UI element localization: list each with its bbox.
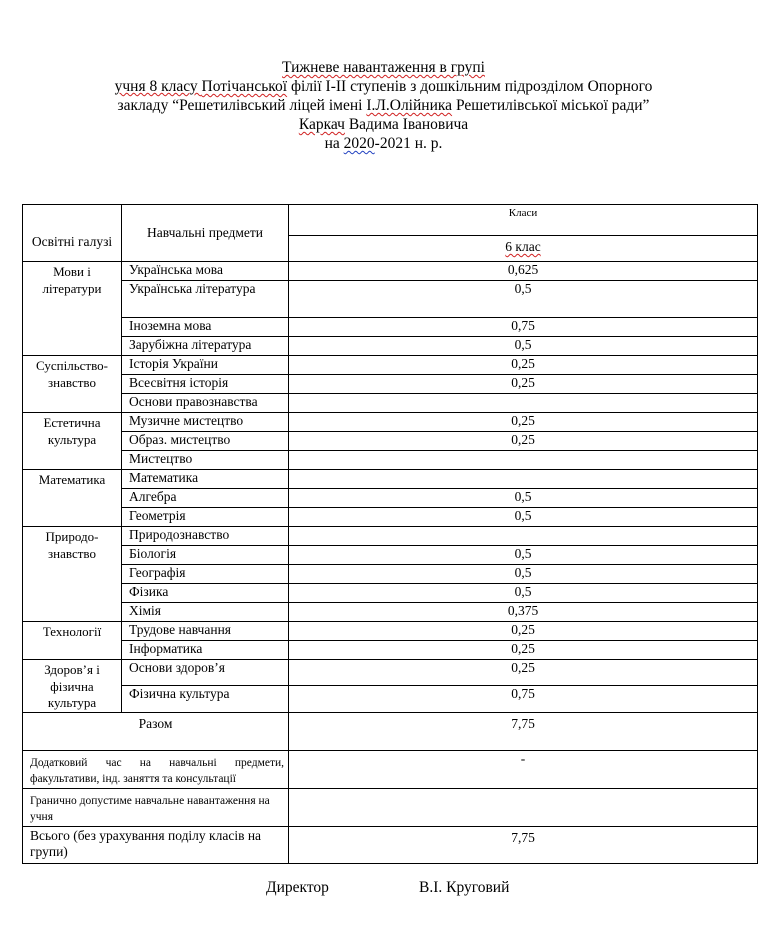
header-grade: 6 клас (289, 236, 758, 262)
title-line-2: учня 8 класу Потічанської філії І-ІІ ступенів з дошкільним підрозділом Опорного (114, 78, 653, 95)
total-row (23, 826, 758, 863)
total-value: 7,75 (289, 826, 758, 863)
subject-name: Трудове навчання (122, 622, 289, 641)
table-row (23, 660, 758, 686)
table-row (23, 281, 758, 318)
title-line-1: Тижневе навантаження в групі (282, 59, 485, 76)
area-name: Суспільство-знавство (23, 356, 122, 413)
limit-value (289, 788, 758, 826)
subject-name: Математика (122, 470, 289, 489)
workload-table (22, 204, 758, 864)
table-row (23, 508, 758, 527)
signature-name: В.І. Круговий (419, 879, 510, 896)
extra-value: - (289, 750, 758, 788)
subject-name: Музичне мистецтво (122, 413, 289, 432)
limit-label: Гранично допустиме навчальне навантаження на учня (23, 788, 289, 826)
subject-hours: 0,5 (289, 337, 758, 356)
subject-name: Образ. мистецтво (122, 432, 289, 451)
subject-hours: 0,25 (289, 356, 758, 375)
subject-hours: 0,5 (289, 565, 758, 584)
signature-role: Директор (266, 879, 329, 896)
subject-hours (289, 527, 758, 546)
area-name: Здоров’я і фізична культура (23, 660, 122, 713)
subject-hours: 0,25 (289, 622, 758, 641)
total-label: Всього (без урахування поділу класів на групи) (23, 826, 289, 863)
area-name: Математика (23, 470, 122, 527)
header-subjects: Навчальні предмети (122, 205, 289, 262)
subject-hours (289, 470, 758, 489)
table-row (23, 337, 758, 356)
subject-hours (289, 394, 758, 413)
header-row (23, 205, 758, 236)
subject-name: Мистецтво (122, 451, 289, 470)
subject-hours: 0,25 (289, 641, 758, 660)
area-name: Мови і літератури (23, 262, 122, 356)
table-row (23, 262, 758, 281)
subject-hours: 0,5 (289, 584, 758, 603)
subject-hours: 0,5 (289, 281, 758, 318)
subject-hours: 0,25 (289, 375, 758, 394)
subject-name: Історія України (122, 356, 289, 375)
area-name: Естетична культура (23, 413, 122, 470)
table-row (23, 622, 758, 641)
table-row (23, 413, 758, 432)
table-row (23, 641, 758, 660)
subject-name: Хімія (122, 603, 289, 622)
table-row (23, 470, 758, 489)
table-row (23, 546, 758, 565)
sum-label: Разом (23, 712, 289, 750)
subject-name: Основи здоров’я (122, 660, 289, 686)
table-row (23, 527, 758, 546)
title-line-5: на 2020-2021 н. р. (324, 135, 443, 152)
document-title (0, 58, 767, 153)
subject-hours: 0,75 (289, 318, 758, 337)
sum-value: 7,75 (289, 712, 758, 750)
table-row (23, 394, 758, 413)
subject-hours: 0,25 (289, 432, 758, 451)
subject-hours: 0,625 (289, 262, 758, 281)
subject-name: Природознавство (122, 527, 289, 546)
area-name: Технології (23, 622, 122, 660)
title-line-3: закладу “Решетилівський ліцей імені І.Л.Олійника Решетилівської міської ради” (117, 97, 650, 114)
subject-name: Алгебра (122, 489, 289, 508)
table-row (23, 451, 758, 470)
subject-name: Фізична культура (122, 686, 289, 712)
subject-hours: 0,5 (289, 489, 758, 508)
subject-hours: 0,25 (289, 413, 758, 432)
table-row (23, 356, 758, 375)
extra-label: Додатковий час на навчальні предмети, факультативи, інд. заняття та консультації (23, 750, 289, 788)
table-row (23, 686, 758, 712)
subject-hours: 0,5 (289, 546, 758, 565)
subject-hours (289, 451, 758, 470)
table-row (23, 584, 758, 603)
subject-hours: 0,75 (289, 686, 758, 712)
subject-name: Українська мова (122, 262, 289, 281)
extra-row (23, 750, 758, 788)
header-areas: Освітні галузі (23, 205, 122, 262)
subject-name: Фізика (122, 584, 289, 603)
sum-row (23, 712, 758, 750)
subject-name: Основи правознавства (122, 394, 289, 413)
subject-name: Українська література (122, 281, 289, 318)
table-row (23, 603, 758, 622)
limit-row (23, 788, 758, 826)
area-name: Природо-знавство (23, 527, 122, 622)
subject-hours: 0,375 (289, 603, 758, 622)
title-line-4: Каркач Вадима Івановича (298, 116, 469, 133)
subject-name: Біологія (122, 546, 289, 565)
subject-hours: 0,5 (289, 508, 758, 527)
header-classes: Класи (289, 205, 758, 236)
subject-name: Інформатика (122, 641, 289, 660)
table-row (23, 565, 758, 584)
subject-hours: 0,25 (289, 660, 758, 686)
table-row (23, 432, 758, 451)
table-row (23, 375, 758, 394)
subject-name: Іноземна мова (122, 318, 289, 337)
table-row (23, 489, 758, 508)
subject-name: Всесвітня історія (122, 375, 289, 394)
subject-name: Геометрія (122, 508, 289, 527)
subject-name: Географія (122, 565, 289, 584)
table-row (23, 318, 758, 337)
subject-name: Зарубіжна література (122, 337, 289, 356)
